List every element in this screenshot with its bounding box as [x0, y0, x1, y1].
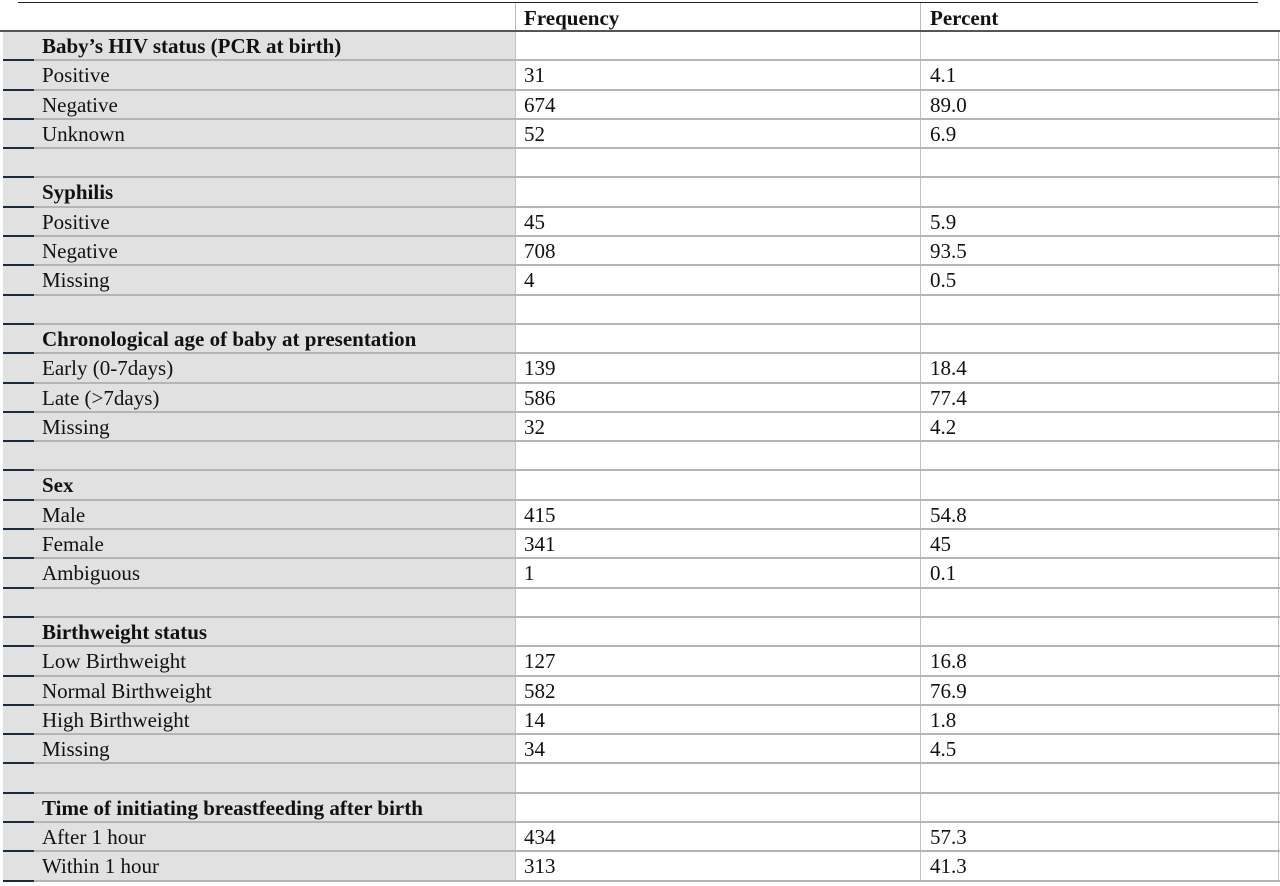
column-divider	[1278, 325, 1279, 354]
column-divider	[1278, 61, 1279, 90]
column-divider	[920, 852, 921, 881]
column-divider	[515, 91, 516, 120]
column-divider	[1278, 559, 1279, 588]
column-divider	[920, 501, 921, 530]
table-spacer-row	[0, 296, 1280, 325]
table-row	[0, 413, 1280, 442]
header-divider	[920, 3, 921, 30]
column-divider	[515, 706, 516, 735]
row-frequency: 52	[524, 121, 545, 146]
column-divider	[1278, 442, 1279, 471]
table-row	[0, 501, 1280, 530]
row-frequency: 586	[524, 385, 556, 410]
row-label: High Birthweight	[42, 707, 190, 732]
row-frequency: 31	[524, 63, 545, 88]
column-divider	[515, 764, 516, 793]
label-column-shade	[3, 442, 515, 471]
column-divider	[1278, 296, 1279, 325]
table-row	[0, 384, 1280, 413]
column-divider	[920, 266, 921, 295]
row-frequency: 45	[524, 209, 545, 234]
row-label: Birthweight status	[42, 619, 208, 644]
row-frequency: 674	[524, 92, 556, 117]
column-divider	[1278, 208, 1279, 237]
column-divider	[920, 530, 921, 559]
row-label: Positive	[42, 63, 110, 88]
column-divider	[1278, 618, 1279, 647]
row-frequency: 14	[524, 707, 545, 732]
table-row	[0, 266, 1280, 295]
row-percent: 18.4	[930, 356, 967, 381]
row-percent: 57.3	[930, 825, 967, 850]
column-divider	[1278, 237, 1279, 266]
column-divider	[920, 354, 921, 383]
row-frequency: 139	[524, 356, 556, 381]
row-label: Ambiguous	[42, 561, 141, 586]
column-divider	[515, 471, 516, 500]
column-divider	[515, 32, 516, 61]
column-divider	[515, 120, 516, 149]
column-divider	[515, 208, 516, 237]
column-divider	[515, 237, 516, 266]
label-column-shade	[3, 296, 515, 325]
row-label: Low Birthweight	[42, 649, 187, 674]
column-divider	[515, 442, 516, 471]
column-divider	[920, 677, 921, 706]
column-divider	[920, 442, 921, 471]
row-label: Syphilis	[42, 180, 114, 205]
table-spacer-row	[0, 589, 1280, 618]
column-divider	[920, 325, 921, 354]
column-divider	[515, 823, 516, 852]
table-spacer-row	[0, 764, 1280, 793]
column-divider	[1278, 735, 1279, 764]
row-tick-mark	[3, 880, 34, 882]
row-label: Baby’s HIV status (PCR at birth)	[42, 34, 342, 58]
row-label: Normal Birthweight	[42, 678, 212, 703]
column-divider	[920, 471, 921, 500]
column-divider	[920, 178, 921, 207]
column-divider	[920, 61, 921, 90]
table-section-row	[0, 178, 1280, 207]
column-divider	[515, 647, 516, 676]
row-label: Sex	[42, 473, 74, 498]
column-divider	[1278, 32, 1279, 61]
table-body	[0, 32, 1280, 882]
row-label: Missing	[42, 414, 110, 439]
row-label: Missing	[42, 737, 110, 762]
column-divider	[920, 589, 921, 618]
column-divider	[1278, 647, 1279, 676]
column-divider	[920, 91, 921, 120]
row-percent: 6.9	[930, 121, 957, 146]
column-divider	[515, 735, 516, 764]
table-section-row	[0, 471, 1280, 500]
column-divider	[1278, 384, 1279, 413]
column-divider	[1278, 149, 1279, 178]
column-divider	[1278, 677, 1279, 706]
table-row	[0, 208, 1280, 237]
label-column-shade	[3, 764, 515, 793]
table-row	[0, 735, 1280, 764]
column-divider	[1278, 823, 1279, 852]
table-row	[0, 237, 1280, 266]
table-section-row	[0, 794, 1280, 823]
table-row	[0, 852, 1280, 881]
column-divider	[1278, 91, 1279, 120]
column-divider	[1278, 852, 1279, 881]
column-divider	[920, 149, 921, 178]
column-divider	[1278, 706, 1279, 735]
column-divider	[920, 647, 921, 676]
column-divider	[1278, 530, 1279, 559]
row-percent: 76.9	[930, 678, 967, 703]
row-label: After 1 hour	[42, 825, 146, 850]
column-divider	[920, 296, 921, 325]
row-frequency: 34	[524, 737, 545, 762]
column-divider	[920, 208, 921, 237]
column-divider	[1278, 589, 1279, 618]
column-divider	[920, 384, 921, 413]
row-frequency: 4	[524, 268, 535, 293]
row-frequency: 582	[524, 678, 556, 703]
row-percent: 4.2	[930, 414, 957, 439]
table-section-row	[0, 325, 1280, 354]
row-label: Negative	[42, 239, 118, 264]
table-row	[0, 677, 1280, 706]
row-label: Positive	[42, 209, 110, 234]
column-divider	[1278, 178, 1279, 207]
row-label: Unknown	[42, 121, 125, 146]
row-percent: 0.5	[930, 268, 957, 293]
row-percent: 93.5	[930, 239, 967, 264]
row-percent: 4.1	[930, 63, 957, 88]
row-percent: 5.9	[930, 209, 957, 234]
row-percent: 4.5	[930, 737, 957, 762]
row-frequency: 1	[524, 561, 535, 586]
column-divider	[1278, 764, 1279, 793]
table-row	[0, 530, 1280, 559]
row-frequency: 32	[524, 414, 545, 439]
column-divider	[515, 559, 516, 588]
column-divider	[1278, 794, 1279, 823]
column-divider	[515, 296, 516, 325]
column-divider	[920, 559, 921, 588]
row-label: Within 1 hour	[42, 854, 159, 879]
column-divider	[920, 413, 921, 442]
row-label: Early (0-7days)	[42, 356, 174, 381]
column-divider	[515, 677, 516, 706]
row-label: Time of initiating breastfeeding after birth	[42, 795, 423, 820]
column-divider	[515, 501, 516, 530]
column-divider	[920, 706, 921, 735]
header-percent: Percent	[930, 6, 999, 30]
column-divider	[515, 618, 516, 647]
column-divider	[1278, 120, 1279, 149]
header-frequency: Frequency	[524, 6, 620, 30]
row-percent: 0.1	[930, 561, 957, 586]
row-label: Negative	[42, 92, 118, 117]
row-frequency: 341	[524, 532, 556, 557]
row-percent: 41.3	[930, 854, 967, 879]
row-percent: 1.8	[930, 707, 957, 732]
column-divider	[920, 823, 921, 852]
row-label: Female	[42, 532, 104, 557]
row-percent: 54.8	[930, 502, 967, 527]
column-divider	[920, 120, 921, 149]
column-divider	[920, 764, 921, 793]
table-spacer-row	[0, 442, 1280, 471]
column-divider	[515, 413, 516, 442]
table-section-row	[0, 618, 1280, 647]
table-spacer-row	[0, 149, 1280, 178]
table-row	[0, 120, 1280, 149]
column-divider	[1278, 266, 1279, 295]
column-divider	[515, 354, 516, 383]
column-divider	[515, 325, 516, 354]
row-percent: 45	[930, 532, 951, 557]
table-row	[0, 61, 1280, 90]
column-divider	[515, 794, 516, 823]
column-divider	[920, 735, 921, 764]
row-frequency: 415	[524, 502, 556, 527]
row-frequency: 313	[524, 854, 556, 879]
column-divider	[515, 61, 516, 90]
row-label: Late (>7days)	[42, 385, 160, 410]
table-row	[0, 706, 1280, 735]
table-row	[0, 354, 1280, 383]
column-divider	[515, 266, 516, 295]
column-divider	[920, 32, 921, 61]
table-row	[0, 647, 1280, 676]
column-divider	[515, 589, 516, 618]
column-divider	[1278, 471, 1279, 500]
table-section-row	[0, 32, 1280, 61]
column-divider	[920, 237, 921, 266]
row-rule	[34, 880, 1280, 882]
row-frequency: 708	[524, 239, 556, 264]
header-divider	[515, 3, 516, 30]
row-frequency: 434	[524, 825, 556, 850]
column-divider	[515, 530, 516, 559]
table-header-row	[0, 3, 1280, 32]
table-row	[0, 559, 1280, 588]
label-column-shade	[3, 149, 515, 178]
column-divider	[515, 852, 516, 881]
column-divider	[1278, 413, 1279, 442]
table-row	[0, 91, 1280, 120]
row-percent: 77.4	[930, 385, 967, 410]
row-label: Missing	[42, 268, 110, 293]
column-divider	[515, 149, 516, 178]
row-label: Chronological age of baby at presentation	[42, 326, 417, 351]
column-divider	[920, 618, 921, 647]
column-divider	[515, 384, 516, 413]
column-divider	[920, 794, 921, 823]
row-percent: 16.8	[930, 649, 967, 674]
table-row	[0, 823, 1280, 852]
row-frequency: 127	[524, 649, 556, 674]
column-divider	[1278, 501, 1279, 530]
label-column-shade	[3, 589, 515, 618]
label-column-shade	[3, 471, 515, 500]
column-divider	[1278, 354, 1279, 383]
column-divider	[515, 178, 516, 207]
row-label: Male	[42, 502, 86, 527]
row-percent: 89.0	[930, 92, 967, 117]
